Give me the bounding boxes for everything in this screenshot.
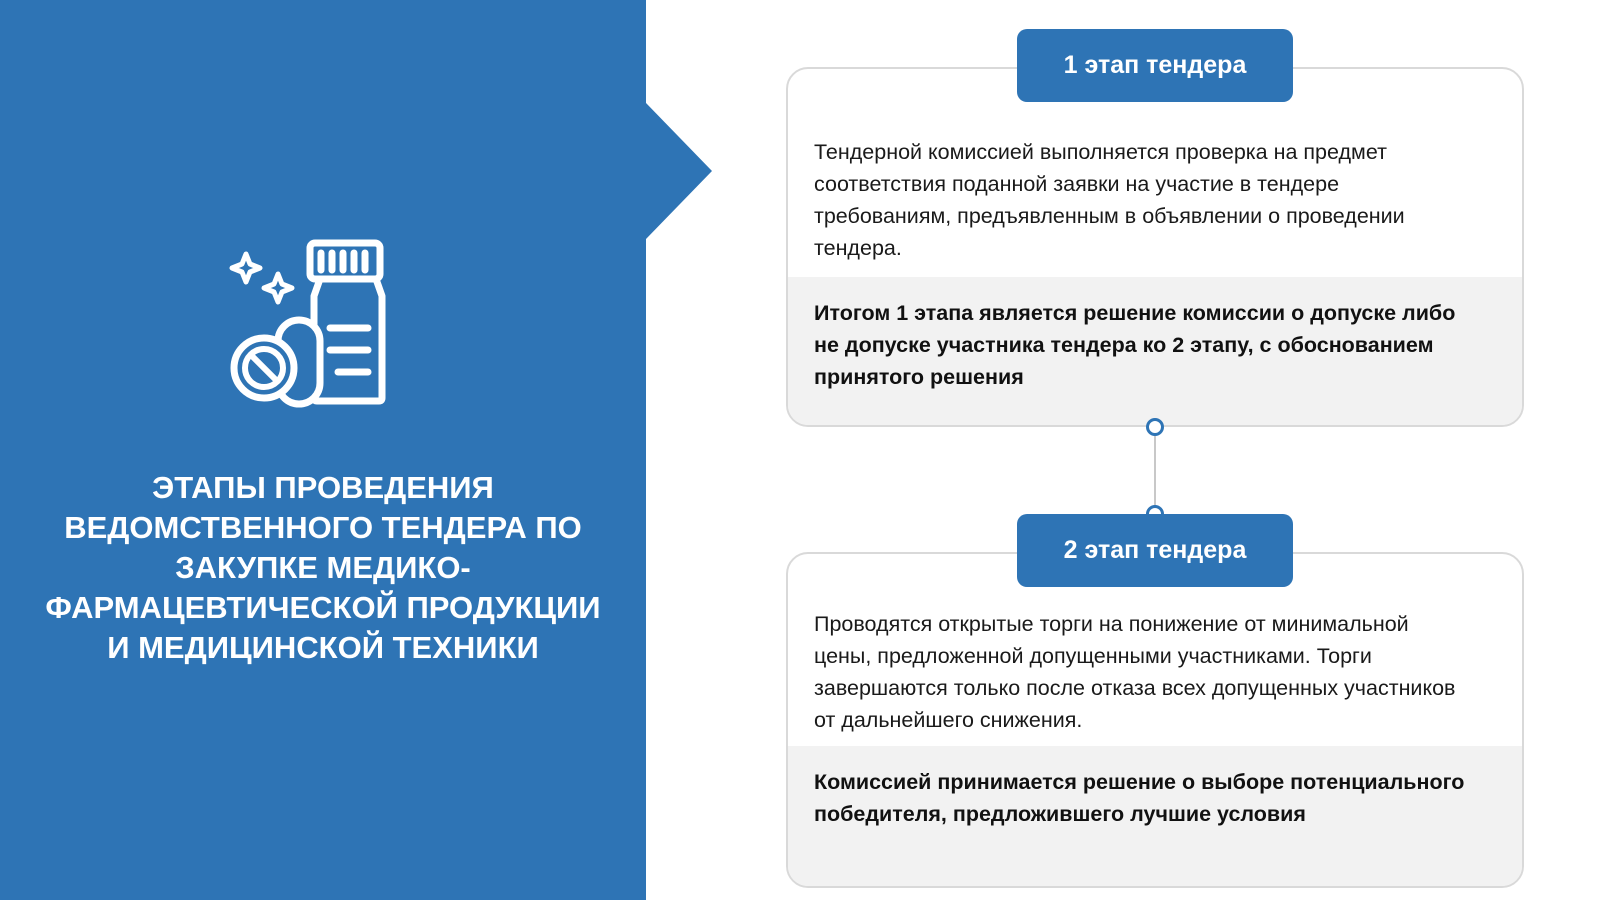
stage-2-result: Комиссией принимается решение о выборе потенциального победителя, предложившего лучшие условия (814, 770, 1465, 826)
stage-2-card (786, 552, 1524, 888)
stage-1-result: Итогом 1 этапа является решение комиссии о допуске либо не допуске участника тендера ко 2 этапу, с обоснованием принятого решения (814, 301, 1456, 389)
connector-dot-top (1146, 418, 1164, 436)
page-title: ЭТАПЫ ПРОВЕДЕНИЯ ВЕДОМСТВЕННОГО ТЕНДЕРА ПО ЗАКУПКЕ МЕДИКО-ФАРМАЦЕВТИЧЕСКОЙ ПРОДУКЦИИ И МЕДИЦИНСКОЙ ТЕХНИКИ (45, 470, 601, 665)
stage-1-description: Тендерной комиссией выполняется проверка на предмет соответствия поданной заявки на участие в тендере требованиям, предъявленным в объявлении о проведении тендера. (814, 140, 1405, 260)
stage-connector-line (1154, 436, 1156, 512)
stage-2-description: Проводятся открытые торги на понижение от минимальной цены, предложенной допущенными участниками. Торги завершаются только после отказа всех допущенных участников от дальнейшего снижения. (814, 612, 1456, 732)
medicine-bottle-pills-icon (228, 238, 398, 408)
stage-1-result-box (788, 277, 1522, 425)
stage-2-badge: 2 этап тендера (1017, 514, 1293, 587)
left-panel (0, 0, 646, 900)
stage-1-badge: 1 этап тендера (1017, 29, 1293, 102)
stage-2-result-box (788, 746, 1522, 886)
stage-1-card (786, 67, 1524, 427)
panel-arrow (646, 103, 712, 239)
